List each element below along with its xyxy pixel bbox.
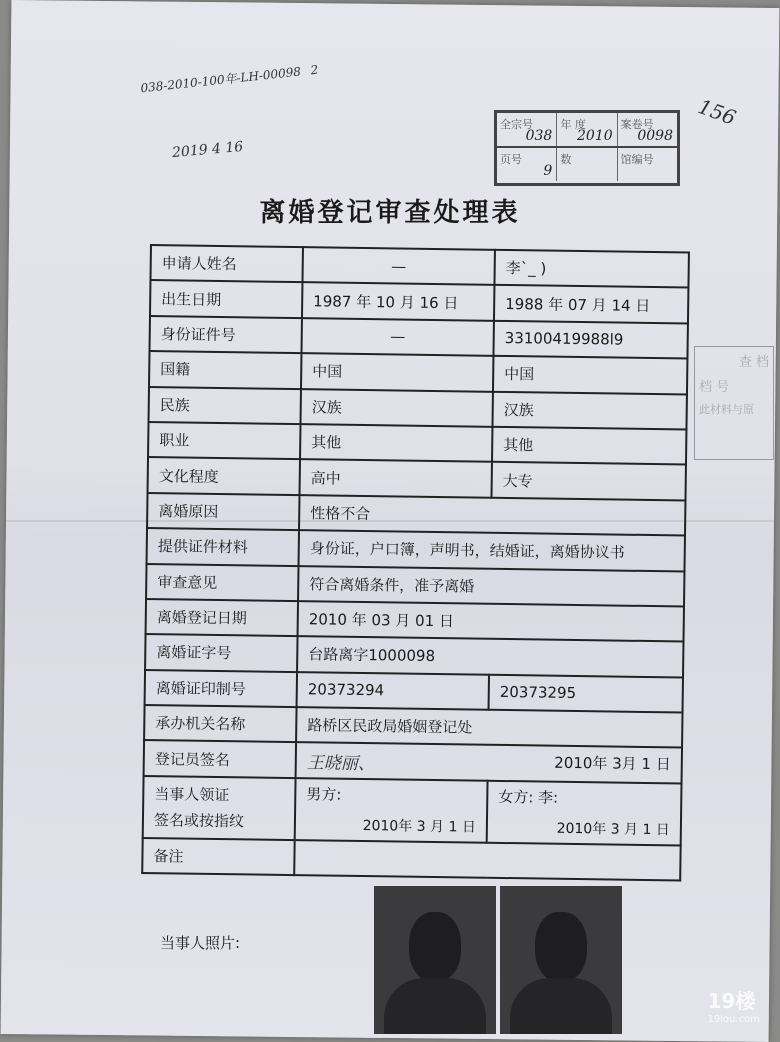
stamp-line: 此材料与原	[699, 403, 754, 416]
archive-label: 案卷号	[620, 118, 654, 131]
page-number-handwritten: 156	[695, 94, 740, 130]
field-label: 民族	[149, 387, 301, 425]
field-label: 提供证件材料	[147, 528, 299, 566]
field-value-right: 33100419988l9	[493, 321, 687, 359]
male-signature-cell	[295, 778, 488, 843]
archive-value: 9	[543, 163, 553, 179]
site-watermark	[708, 985, 761, 1025]
field-value-right: 汉族	[492, 391, 686, 429]
archive-value: 0098	[637, 128, 673, 144]
field-value-left: 20373294	[297, 672, 489, 710]
field-value-right: 20373295	[489, 674, 683, 712]
field-value: 性格不合	[299, 495, 685, 536]
table-row	[143, 776, 682, 846]
field-label: 登记员签名	[144, 740, 296, 778]
field-value-left: —	[302, 247, 494, 285]
field-label	[143, 776, 296, 840]
female-label: 女方: 李:	[498, 787, 559, 807]
female-signature-cell	[487, 781, 682, 846]
archive-label: 数	[560, 153, 572, 166]
field-value-left: 汉族	[301, 389, 493, 427]
field-label: 承办机关名称	[144, 705, 296, 743]
field-label: 文化程度	[148, 457, 300, 495]
table-row	[142, 838, 680, 881]
party-label-line2: 签名或按指纹	[153, 810, 245, 831]
field-value-right: 1988 年 07 月 14 日	[494, 285, 688, 323]
remark-value	[294, 840, 680, 881]
photos-label: 当事人照片:	[160, 934, 241, 952]
watermark-main: 19楼	[707, 989, 756, 1013]
party-photo-female	[500, 886, 622, 1034]
field-value: 符合离婚条件，准予离婚	[298, 566, 684, 607]
field-value: 路桥区民政局婚姻登记处	[296, 707, 682, 748]
registrar-date: 2010年 3月 1 日	[554, 753, 671, 773]
stamp-line: 档 号	[699, 380, 730, 395]
field-value-left: 中国	[301, 353, 493, 391]
field-value-left: —	[301, 318, 493, 356]
field-label: 出生日期	[150, 280, 302, 318]
field-value-left: 高中	[300, 459, 492, 497]
field-label: 身份证件号	[150, 316, 302, 354]
archive-value: 2010	[577, 128, 613, 144]
archive-label: 全宗号	[500, 118, 533, 131]
party-photo-male	[374, 886, 496, 1034]
field-value-right: 大专	[491, 462, 685, 500]
side-archive-stamp	[694, 346, 774, 460]
field-value-left: 1987 年 10 月 16 日	[302, 283, 494, 321]
registrar-signature: 王晓丽、	[306, 752, 375, 774]
archive-label: 年 度	[560, 118, 586, 131]
field-value: 台路离字1000098	[297, 636, 683, 677]
male-label: 男方:	[306, 785, 342, 804]
field-label: 离婚证印制号	[145, 670, 297, 708]
archive-stamp-box	[494, 110, 680, 186]
stamp-line: 查 档	[738, 355, 769, 370]
field-label: 离婚证字号	[145, 634, 297, 672]
field-label: 职业	[148, 422, 300, 460]
file-code: 038-2010-100年-LH-00098	[139, 64, 302, 96]
field-label: 离婚登记日期	[146, 599, 298, 637]
party-label-line1: 当事人领证	[154, 784, 230, 805]
field-value: 2010 年 03 月 01 日	[298, 601, 684, 642]
file-code-suffix: 2	[309, 62, 319, 78]
female-date: 2010年 3 月 1 日	[556, 820, 670, 839]
field-value-right: 中国	[493, 356, 687, 394]
archive-label: 馆编号	[620, 153, 654, 166]
archive-label: 页号	[500, 153, 522, 166]
field-value: 身份证，户口簿，声明书，结婚证，离婚协议书	[299, 530, 685, 571]
male-date: 2010年 3 月 1 日	[362, 817, 476, 836]
field-label: 申请人姓名	[150, 245, 302, 283]
handwritten-date: 2019 4 16	[171, 138, 244, 162]
archive-value: 038	[525, 128, 553, 144]
field-label: 离婚原因	[147, 493, 299, 531]
document-title: 离婚登记审查处理表	[259, 198, 521, 228]
field-label: 审查意见	[146, 563, 298, 601]
field-label: 国籍	[149, 351, 301, 389]
field-value-left: 其他	[300, 424, 492, 462]
field-value-right: 其他	[492, 427, 686, 465]
field-value-right: 李`_ )	[494, 250, 688, 288]
divorce-form-table	[141, 244, 690, 882]
watermark-sub: 19lou.com	[707, 1014, 760, 1025]
field-label: 备注	[142, 838, 294, 876]
registrar-signature-cell	[296, 743, 682, 784]
